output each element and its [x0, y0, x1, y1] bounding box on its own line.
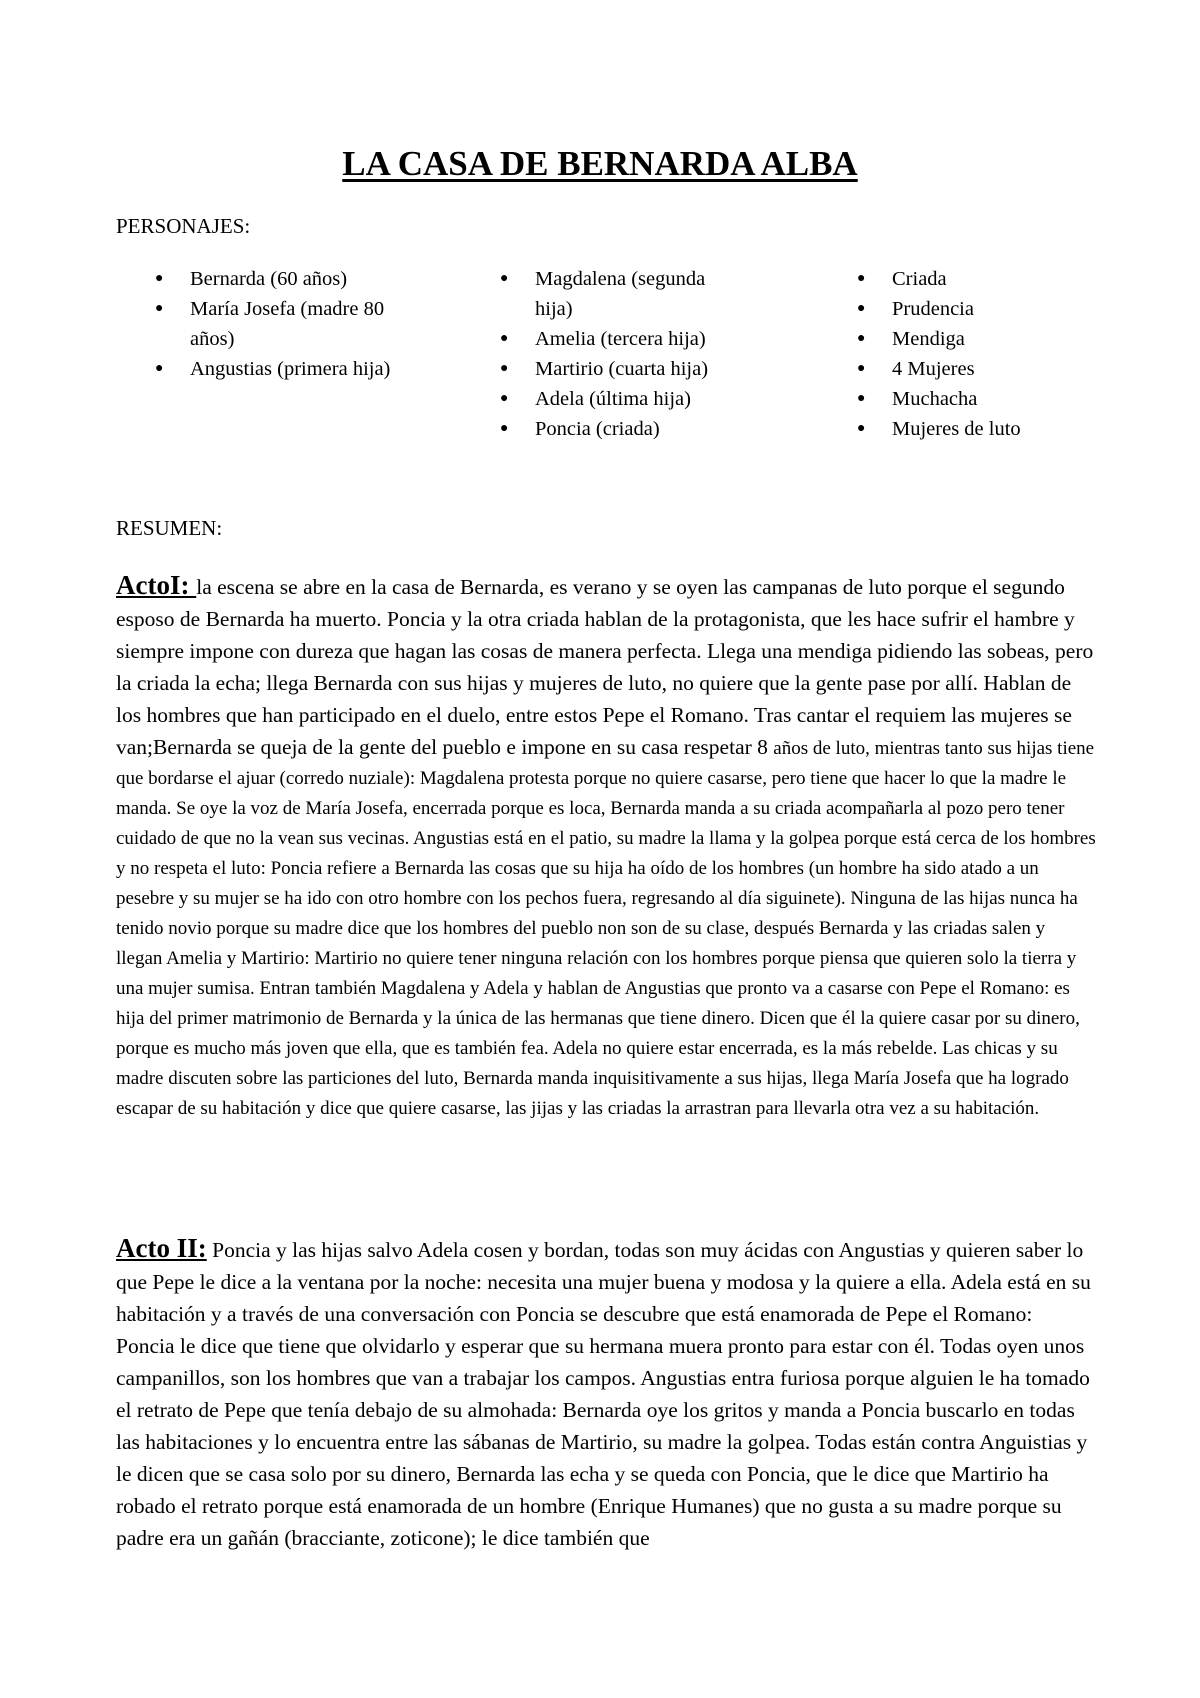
- bullet-icon: ●: [500, 271, 509, 286]
- bullet-icon: ●: [857, 271, 866, 286]
- bullet-icon: ●: [155, 361, 164, 376]
- character-name: Muchacha: [892, 388, 978, 410]
- character-name: Magdalena (segunda hija): [535, 268, 706, 320]
- personajes-label: PERSONAJES:: [116, 214, 251, 238]
- character-name: Mujeres de luto: [892, 418, 1021, 440]
- character-item: [857, 294, 1102, 324]
- act-1-paragraph: [116, 570, 1096, 1124]
- character-item: [500, 414, 745, 444]
- bullet-icon: ●: [857, 421, 866, 436]
- character-item: [500, 324, 745, 354]
- bullet-icon: ●: [857, 301, 866, 316]
- bullet-icon: ●: [857, 331, 866, 346]
- character-item: [857, 354, 1102, 384]
- act-1-text-large: la escena se abre en la casa de Bernarda, es verano y se oyen las campanas de luto porque el segundo esposo de Bernarda ha muerto. Poncia y la otra criada hablan de la protagonista, que les hace sufrir el hambre y siempre impone con dureza que hagan las cosas de manera perfecta. Llega una mendiga pidiendo las sobeas, pero la criada la echa; llega Bernarda con sus hijas y mujeres de luto, no quiere que la gente pase por allí. Hablan de los hombres que han participado en el duelo, entre estos Pepe el Romano. Tras cantar el requiem las mujeres se van;Bernarda se queja de la gente del pueblo e impone en su casa respetar 8: [116, 575, 1094, 759]
- character-item: [500, 384, 745, 414]
- character-item: [500, 354, 745, 384]
- bullet-icon: ●: [500, 421, 509, 436]
- character-item: [857, 384, 1102, 414]
- character-item: [155, 354, 400, 384]
- character-name: Amelia (tercera hija): [535, 328, 706, 350]
- act-1-heading: ActoI:: [116, 570, 197, 600]
- character-item: [500, 264, 745, 324]
- character-item: [155, 264, 400, 294]
- bullet-icon: ●: [500, 361, 509, 376]
- character-name: Angustias (primera hija): [190, 358, 391, 380]
- act-2-heading: Acto II:: [116, 1233, 207, 1263]
- resumen-label: RESUMEN:: [116, 516, 223, 540]
- character-name: Bernarda (60 años): [190, 268, 348, 290]
- character-name: Martirio (cuarta hija): [535, 358, 709, 380]
- act-1-text-small: años de luto, mientras tanto sus hijas tiene que bordarse el ajuar (corredo nuziale): Magdalena protesta porque no quiere casarse, pero tiene que hacer lo que la madre le manda. Se oye la voz de María Josefa, encerrada porque es loca, Bernarda manda a su criada acompañarla al pozo pero tener cuidado de que no la vean sus vecinas. Angustias está en el patio, su madre la llama y la golpea porque está cerca de los hombres y no respeta el luto: Poncia refiere a Bernarda las cosas que su hija ha oído de los hombres (un hombre ha sido atado a un pesebre y su mujer se ha ido con otro hombre con los pechos fuera, regresando al día siguinete). Ninguna de las hijas nunca ha tenido novio porque su madre dice que los hombres del pueblo non son de su clase, después Bernarda y las criadas salen y llegan Amelia y Martirio: Martirio no quiere tener ninguna relación con los hombres porque piensa que quieren solo la tierra y una mujer sumisa. Entran también Magdalena y Adela y hablan de Angustias que pronto va a casarse con Pepe el Romano: es hija del primer matrimonio de Bernarda y la única de las hermanas que tiene dinero. Dicen que él la quiere casar por su dinero, porque es mucho más joven que ella, que es también fea. Adela no quiere estar encerrada, es la más rebelde. Las chicas y su madre discuten sobre las particiones del luto, Bernarda manda inquisitivamente a sus hijas, llega María Josefa que ha logrado escapar de su habitación y dice que quiere casarse, las jijas y las criadas la arrastran para llevarla otra vez a su habitación.: [116, 738, 1096, 1119]
- bullet-icon: ●: [155, 301, 164, 316]
- character-list-column-3: [857, 264, 1102, 444]
- character-name: Criada: [892, 268, 947, 290]
- character-item: [857, 264, 1102, 294]
- bullet-icon: ●: [500, 391, 509, 406]
- bullet-icon: ●: [500, 331, 509, 346]
- character-name: 4 Mujeres: [892, 358, 975, 380]
- act-2-paragraph: [116, 1232, 1096, 1554]
- character-name: Prudencia: [892, 298, 974, 320]
- character-name: María Josefa (madre 80 años): [190, 298, 385, 350]
- character-name: Poncia (criada): [535, 418, 660, 440]
- character-list-column-2: [500, 264, 745, 444]
- bullet-icon: ●: [857, 361, 866, 376]
- bullet-icon: ●: [857, 391, 866, 406]
- character-item: [155, 294, 400, 354]
- bullet-icon: ●: [155, 271, 164, 286]
- character-item: [857, 324, 1102, 354]
- character-item: [857, 414, 1102, 444]
- document-title: LA CASA DE BERNARDA ALBA: [342, 144, 858, 183]
- character-name: Adela (última hija): [535, 388, 691, 410]
- act-2-text: Poncia y las hijas salvo Adela cosen y bordan, todas son muy ácidas con Angustias y quieren saber lo que Pepe le dice a la ventana por la noche: necesita una mujer buena y modosa y la quiere a ella. Adela está en su habitación y a través de una conversación con Poncia se descubre que está enamorada de Pepe el Romano: Poncia le dice que tiene que olvidarlo y esperar que su hermana muera pronto para estar con él. Todas oyen unos campanillos, son los hombres que van a trabajar los campos. Angustias entra furiosa porque alguien le ha tomado el retrato de Pepe que tenía debajo de su almohada: Bernarda oye los gritos y manda a Poncia buscarlo en todas las habitaciones y lo encuentra entre las sábanas de Martirio, su madre la golpea. Todas están contra Anguistias y le dicen que se casa solo por su dinero, Bernarda las echa y se queda con Poncia, que le dice que Martirio ha robado el retrato porque está enamorada de un hombre (Enrique Humanes) que no gusta a su madre porque su padre era un gañán (bracciante, zoticone); le dice también que: [116, 1238, 1091, 1550]
- character-list-column-1: [155, 264, 400, 384]
- character-name: Mendiga: [892, 328, 965, 350]
